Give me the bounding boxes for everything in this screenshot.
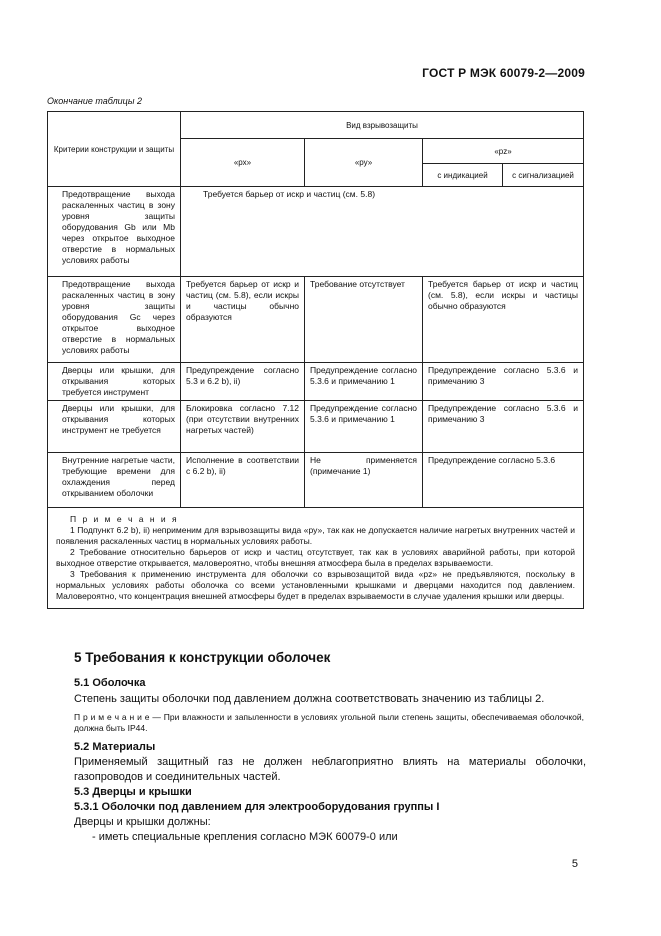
note-item: 2 Требование относительно барьеров от искр и частиц отсутствует, так как в условиях аварийной работы, при которой выходное отверстие открывается, маловероятно, чтобы внешняя атмосфера была в пределах взрываемости. xyxy=(56,547,576,568)
row-px-value: Предупреждение согласно 5.3 и 6.2 b), ii) xyxy=(181,363,305,401)
document-header: ГОСТ Р МЭК 60079-2—2009 xyxy=(422,66,585,80)
table-row xyxy=(48,363,584,401)
protection-table xyxy=(47,111,584,609)
note-label: П р и м е ч а н и е xyxy=(74,712,150,722)
row-pz-value: Требуется барьер от искр и частиц (см. 5.8), если искры и частицы обычно образуются xyxy=(423,277,584,363)
row-pz-value: Предупреждение согласно 5.3.6 и примечанию 3 xyxy=(423,401,584,453)
row-py-value: Предупреждение согласно 5.3.6 и примечанию 1 xyxy=(305,401,423,453)
table-notes-row xyxy=(48,508,584,609)
row-px-value: Требуется барьер от искр и частиц (см. 5.8), если искры и частицы обычно образуются xyxy=(181,277,305,363)
row-merged-value: Требуется барьер от искр и частиц (см. 5.8) xyxy=(181,187,584,277)
row-pz-value: Предупреждение согласно 5.3.6 xyxy=(423,453,584,508)
row-py-value: Требование отсутствует xyxy=(305,277,423,363)
list-item: - иметь специальные крепления согласно МЭК 60079-0 или xyxy=(92,831,398,843)
subsection-5-1-note xyxy=(74,712,584,734)
subsection-5-1-title: 5.1 Оболочка xyxy=(74,677,146,689)
row-criterion: Внутренние нагретые части, требующие времени для охлаждения перед открыванием оболочки xyxy=(48,453,181,508)
section-5-title: 5 Требования к конструкции оболочек xyxy=(74,650,331,665)
subsection-5-3-1-text: Дверцы и крышки должны: xyxy=(74,816,211,828)
header-py: «ру» xyxy=(305,139,423,187)
row-criterion: Дверцы или крышки, для открывания которых требуется инструмент xyxy=(48,363,181,401)
row-py-value: Предупреждение согласно 5.3.6 и примечанию 1 xyxy=(305,363,423,401)
subsection-5-3-title: 5.3 Дверцы и крышки xyxy=(74,786,192,798)
table-notes xyxy=(48,508,584,609)
table-row xyxy=(48,277,584,363)
subsection-5-2-title: 5.2 Материалы xyxy=(74,741,156,753)
row-criterion: Предотвращение выхода раскаленных частиц в зону уровня защиты оборудования Gb или Mb через открытое выходное отверстие в нормальных условиях работы xyxy=(48,187,181,277)
header-pz-signal: с сигнализацией xyxy=(503,164,584,187)
table-row xyxy=(48,401,584,453)
row-px-value: Блокировка согласно 7.12 (при отсутствии внутренних нагретых частей) xyxy=(181,401,305,453)
row-criterion: Дверцы или крышки, для открывания которых инструмент не требуется xyxy=(48,401,181,453)
subsection-5-2-text: Применяемый защитный газ не должен неблагоприятно влиять на материалы оболочки, газопроводов и соединительных частей. xyxy=(74,756,586,783)
header-pz: «pz» xyxy=(423,139,584,164)
row-px-value: Исполнение в соответствии с 6.2 b), ii) xyxy=(181,453,305,508)
header-px: «рх» xyxy=(181,139,305,187)
header-criteria: Критерии конструкции и защиты xyxy=(48,112,181,187)
row-pz-value: Предупреждение согласно 5.3.6 и примечанию 3 xyxy=(423,363,584,401)
table-row xyxy=(48,187,584,277)
row-criterion: Предотвращение выхода раскаленных частиц в зону уровня защиты оборудования Gc через открытое выходное отверстие в нормальных условиях работы xyxy=(48,277,181,363)
subsection-5-3-1-title: 5.3.1 Оболочки под давлением для электрооборудования группы I xyxy=(74,801,440,813)
table-continuation-caption: Окончание таблицы 2 xyxy=(47,96,142,106)
table-row xyxy=(48,453,584,508)
row-py-value: Не применяется (примечание 1) xyxy=(305,453,423,508)
page-number: 5 xyxy=(571,858,578,870)
header-pz-indication: с индикацией xyxy=(423,164,503,187)
note-text: — При влажности и запыленности в условиях угольной пыли степень защиты, обеспечиваемая оболочкой, должна быть IP44. xyxy=(74,712,584,733)
note-item: 1 Подпункт 6.2 b), ii) неприменим для взрывозащиты вида «ру», так как не допускается наличие нагретых внутренних частей и появления раскаленных частиц в нормальных условиях работы. xyxy=(56,525,576,546)
notes-heading: П р и м е ч а н и я xyxy=(70,514,179,524)
header-protection-type: Вид взрывозащиты xyxy=(181,112,584,139)
note-item: 3 Требования к применению инструмента для оболочки со взрывозащитой вида «рz» не предъявляются, поскольку в нормальных условиях работы оболочка со всеми установленными крышками и дверцами находится под давлением. Маловероятно, что концентрация внешней атмосферы будет в пределах взрываемости в случае удаления крышки или дверцы. xyxy=(56,569,576,601)
subsection-5-1-text: Степень защиты оболочки под давлением должна соответствовать значению из таблицы 2. xyxy=(74,693,545,705)
